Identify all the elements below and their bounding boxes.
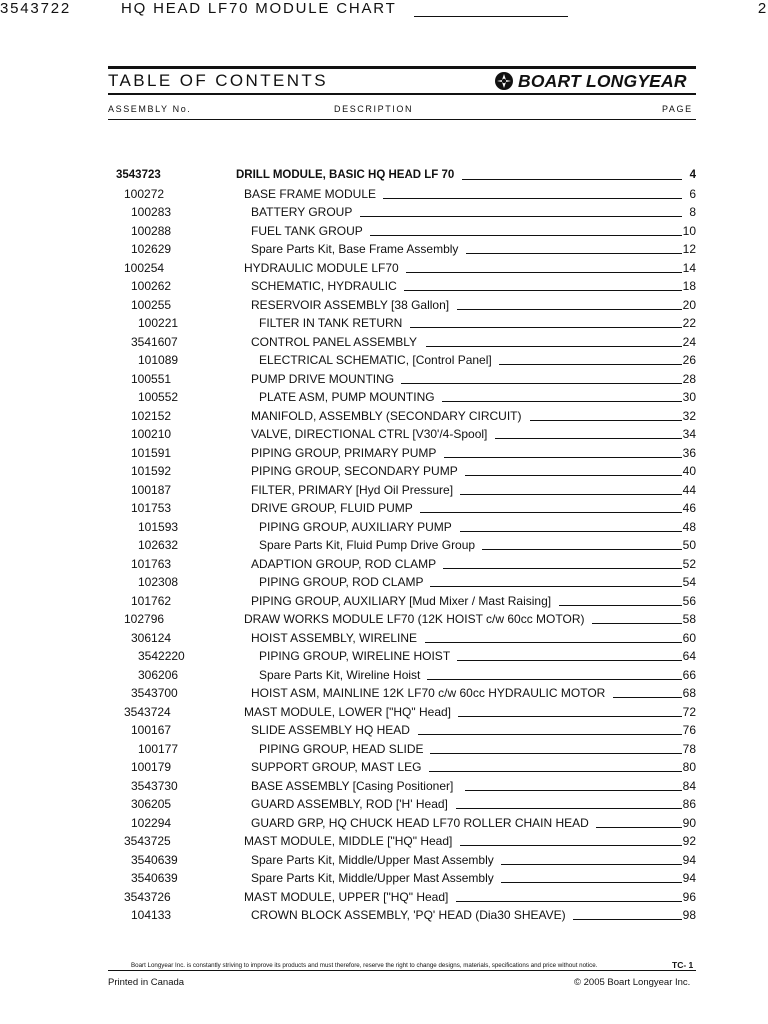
toc-entry[interactable] xyxy=(0,686,768,704)
toc-entry-page: 10 xyxy=(682,223,696,238)
toc-entry-description: PIPING GROUP, AUXILIARY PUMP xyxy=(259,519,452,534)
leader-line xyxy=(406,272,682,273)
toc-entry-assembly: 101089 xyxy=(138,353,179,367)
toc-entry[interactable] xyxy=(0,538,768,556)
toc-entry[interactable] xyxy=(0,483,768,501)
toc-entry-description: ADAPTION GROUP, ROD CLAMP xyxy=(251,556,437,571)
toc-entry-assembly: 3540639 xyxy=(131,852,178,867)
toc-entry-page: 44 xyxy=(682,482,696,497)
toc-entry-description: FILTER IN TANK RETURN xyxy=(259,316,403,330)
leader-line xyxy=(429,771,682,772)
toc-entry-description: RESERVOIR ASSEMBLY [38 Gallon] xyxy=(251,297,450,312)
toc-entry-page: 48 xyxy=(682,519,696,534)
toc-entry-assembly: 100177 xyxy=(138,741,179,756)
leader-line xyxy=(495,438,682,439)
leader-line xyxy=(383,198,682,199)
leader-line xyxy=(460,494,682,495)
toc-entry-page: 24 xyxy=(682,334,696,349)
toc-entry-page: 86 xyxy=(682,797,696,811)
leader-line xyxy=(401,383,682,384)
toc-entry-page: 12 xyxy=(682,242,696,256)
leader-line xyxy=(596,827,682,828)
toc-entry-description: DRIVE GROUP, FLUID PUMP xyxy=(251,501,413,515)
toc-entry-page: 60 xyxy=(682,630,696,645)
toc-entry[interactable] xyxy=(0,353,768,371)
toc-entry-assembly: 306205 xyxy=(131,797,172,811)
toc-entry-assembly: 102632 xyxy=(138,538,179,552)
leader-line xyxy=(458,716,682,717)
toc-entry-page: 18 xyxy=(682,279,696,293)
boart-longyear-emblem-icon xyxy=(494,71,514,91)
toc-entry[interactable] xyxy=(0,853,768,871)
page-reference: TC- 1 xyxy=(672,960,694,970)
toc-entry-description: BASE FRAME MODULE xyxy=(244,186,377,201)
leader-line xyxy=(444,457,682,458)
toc-entry-page: 46 xyxy=(682,501,696,515)
toc-entry-assembly: 100167 xyxy=(131,723,172,737)
page-title: TABLE OF CONTENTS xyxy=(108,71,328,90)
toc-entry-description: PIPING GROUP, HEAD SLIDE xyxy=(259,741,424,756)
toc-entry-description: Spare Parts Kit, Fluid Pump Drive Group xyxy=(259,538,476,552)
toc-entry-page: 58 xyxy=(682,612,696,626)
leader-line xyxy=(457,309,682,310)
toc-entry[interactable] xyxy=(0,168,768,186)
toc-entry-page: 98 xyxy=(682,908,696,922)
toc-entry-page: 28 xyxy=(682,371,696,386)
toc-entry-page: 64 xyxy=(682,649,696,663)
toc-entry[interactable] xyxy=(0,797,768,815)
toc-entry-description: CONTROL PANEL ASSEMBLY xyxy=(251,334,418,349)
leader-line xyxy=(460,531,682,532)
toc-entry-page: 56 xyxy=(682,593,696,608)
leader-line xyxy=(592,623,682,624)
leader-line xyxy=(418,734,682,735)
toc-entry-assembly: 101753 xyxy=(131,501,172,515)
toc-entry-assembly: 100210 xyxy=(131,427,172,441)
toc-entry[interactable] xyxy=(0,279,768,297)
toc-entry-description: BASE ASSEMBLY [Casing Positioner] xyxy=(251,778,454,793)
toc-entry[interactable] xyxy=(0,205,768,223)
leader-line xyxy=(420,512,682,513)
leader-line xyxy=(499,364,682,365)
toc-entry-page: 36 xyxy=(682,445,696,460)
leader-line xyxy=(414,16,568,17)
toc-entry-description: MAST MODULE, LOWER ["HQ" Head] xyxy=(244,704,452,719)
leader-line xyxy=(456,901,682,902)
toc-entry-page: 54 xyxy=(682,575,696,589)
toc-entry-description: FILTER, PRIMARY [Hyd Oil Pressure] xyxy=(251,482,454,497)
toc-entry-description: Spare Parts Kit, Middle/Upper Mast Assembly xyxy=(251,852,494,867)
toc-entry-assembly: 3543730 xyxy=(131,778,178,793)
toc-entry-assembly: 101593 xyxy=(138,519,179,534)
toc-entry-assembly: 100187 xyxy=(131,482,172,497)
toc-entry[interactable] xyxy=(0,520,768,538)
toc-entry-page: 6 xyxy=(689,186,696,201)
leader-line xyxy=(573,919,682,920)
toc-entry[interactable] xyxy=(0,816,768,834)
toc-entry-page: 72 xyxy=(682,704,696,719)
toc-entry[interactable] xyxy=(0,890,768,908)
toc-entry-description: GUARD GRP, HQ CHUCK HEAD LF70 ROLLER CHAIN HEAD xyxy=(251,815,589,830)
toc-entry-page: 96 xyxy=(682,889,696,904)
toc-entry-description: SCHEMATIC, HYDRAULIC xyxy=(251,279,397,293)
main-entry-assembly: 3543722 xyxy=(0,0,71,17)
toc-entry[interactable] xyxy=(0,372,768,390)
toc-entry-description: Spare Parts Kit, Base Frame Assembly xyxy=(251,242,459,256)
toc-entry-description: HOIST ASM, MAINLINE 12K LF70 c/w 60cc HYDRAULIC MOTOR xyxy=(251,686,606,700)
toc-entry-assembly: 100551 xyxy=(131,371,172,386)
toc-entry[interactable] xyxy=(0,224,768,242)
toc-entry-description: MAST MODULE, MIDDLE ["HQ" Head] xyxy=(244,834,453,848)
printed-in: Printed in Canada xyxy=(108,977,185,988)
toc-entry-page: 92 xyxy=(682,834,696,848)
toc-entry[interactable] xyxy=(0,575,768,593)
toc-entry-description: VALVE, DIRECTIONAL CTRL [V30'/4-Spool] xyxy=(251,427,488,441)
toc-entry-description: ELECTRICAL SCHEMATIC, [Control Panel] xyxy=(259,353,492,367)
toc-entry[interactable] xyxy=(0,501,768,519)
toc-entry-description: Spare Parts Kit, Middle/Upper Mast Assembly xyxy=(251,871,494,885)
toc-entry[interactable] xyxy=(0,316,768,334)
toc-entry[interactable] xyxy=(0,464,768,482)
leader-line xyxy=(482,549,682,550)
toc-entry-description: MANIFOLD, ASSEMBLY (SECONDARY CIRCUIT) xyxy=(251,408,522,423)
leader-line xyxy=(466,253,682,254)
toc-entry[interactable] xyxy=(0,187,768,205)
leader-line xyxy=(559,605,682,606)
toc-entry[interactable] xyxy=(0,390,768,408)
toc-entry-page: 14 xyxy=(682,260,696,275)
leader-line xyxy=(442,401,682,402)
toc-entry-assembly: 100272 xyxy=(124,186,165,201)
leader-line xyxy=(457,660,682,661)
leader-line xyxy=(370,235,682,236)
toc-entry-page: 94 xyxy=(682,852,696,867)
toc-entry[interactable] xyxy=(0,649,768,667)
toc-entry[interactable] xyxy=(0,409,768,427)
column-header-page: PAGE xyxy=(662,104,693,114)
leader-line xyxy=(430,586,682,587)
toc-entry-assembly: 102796 xyxy=(124,612,165,626)
logo-text: BOART LONGYEAR xyxy=(518,70,687,91)
toc-entry-assembly: 102152 xyxy=(131,408,172,423)
toc-entry-assembly: 100254 xyxy=(124,260,165,275)
toc-entry[interactable] xyxy=(0,871,768,889)
toc-entry[interactable] xyxy=(0,723,768,741)
leader-line xyxy=(462,179,682,180)
toc-entry-assembly: 3543700 xyxy=(131,686,178,700)
toc-entry-assembly: 101592 xyxy=(131,464,172,478)
toc-entry-assembly: 3540639 xyxy=(131,871,178,885)
toc-entry-page: 50 xyxy=(682,538,696,552)
toc-entry-assembly: 100221 xyxy=(138,316,179,330)
footer-disclaimer: Boart Longyear Inc. is constantly striving to improve its products and must therefore, reserve the right to change designs, materials, specifications and price without notice. xyxy=(131,962,598,969)
toc-entry[interactable] xyxy=(0,908,768,926)
toc-entry[interactable] xyxy=(0,668,768,686)
toc-entry-assembly: 101591 xyxy=(131,445,172,460)
leader-line xyxy=(465,475,682,476)
toc-entry-assembly: 3543723 xyxy=(116,169,161,181)
leader-line xyxy=(501,864,682,865)
leader-line xyxy=(404,290,682,291)
toc-entry[interactable] xyxy=(0,427,768,445)
toc-entry-assembly: 102629 xyxy=(131,242,172,256)
toc-entry-assembly: 100179 xyxy=(131,760,172,774)
leader-line xyxy=(460,845,682,846)
toc-entry-assembly: 100552 xyxy=(138,390,179,404)
toc-entry-page: 94 xyxy=(682,871,696,885)
toc-entry-assembly: 102294 xyxy=(131,815,172,830)
toc-entry-description: DRAW WORKS MODULE LF70 (12K HOIST c/w 60cc MOTOR) xyxy=(244,612,585,626)
toc-entry-description: PLATE ASM, PUMP MOUNTING xyxy=(259,390,435,404)
toc-entry-description: PIPING GROUP, ROD CLAMP xyxy=(259,575,424,589)
toc-entry-page: 34 xyxy=(682,427,696,441)
leader-line xyxy=(443,568,682,569)
toc-entry-description: DRILL MODULE, BASIC HQ HEAD LF 70 xyxy=(236,169,455,181)
toc-entry-assembly: 3543724 xyxy=(124,704,171,719)
toc-entry-assembly: 306124 xyxy=(131,630,172,645)
leader-line xyxy=(501,882,682,883)
column-header-rule xyxy=(108,119,696,120)
toc-entry[interactable] xyxy=(0,298,768,316)
toc-entry-description: PIPING GROUP, AUXILIARY [Mud Mixer / Mast Raising] xyxy=(251,593,552,608)
leader-line xyxy=(425,642,682,643)
toc-entry-page: 78 xyxy=(682,741,696,756)
toc-entry-description: PIPING GROUP, SECONDARY PUMP xyxy=(251,464,458,478)
toc-entry-page: 68 xyxy=(682,686,696,700)
toc-entry-page: 30 xyxy=(682,390,696,404)
toc-entry[interactable] xyxy=(0,446,768,464)
footer-rule xyxy=(108,970,696,971)
copyright: © 2005 Boart Longyear Inc. xyxy=(574,977,691,988)
toc-entry[interactable] xyxy=(0,335,768,353)
toc-entry-assembly: 306206 xyxy=(138,667,179,682)
toc-entry-assembly: 3542220 xyxy=(138,649,185,663)
leader-line xyxy=(430,753,682,754)
toc-entry-description: Spare Parts Kit, Wireline Hoist xyxy=(259,667,421,682)
toc-entry[interactable] xyxy=(0,779,768,797)
toc-entry-description: SLIDE ASSEMBLY HQ HEAD xyxy=(251,723,410,737)
toc-entry-assembly: 100288 xyxy=(131,223,172,238)
toc-entry-description: PUMP DRIVE MOUNTING xyxy=(251,371,395,386)
toc-entry-description: PIPING GROUP, PRIMARY PUMP xyxy=(251,445,437,460)
leader-line xyxy=(360,216,682,217)
toc-entry[interactable] xyxy=(0,705,768,723)
toc-entry-description: HYDRAULIC MODULE LF70 xyxy=(244,260,399,275)
company-logo xyxy=(494,68,687,94)
leader-line xyxy=(426,346,682,347)
toc-entry[interactable] xyxy=(0,742,768,760)
column-header-assembly: ASSEMBLY No. xyxy=(108,104,192,114)
toc-entry-description: GUARD ASSEMBLY, ROD ['H' Head] xyxy=(251,797,448,811)
toc-entry-page: 90 xyxy=(682,815,696,830)
toc-entry-assembly: 3543725 xyxy=(124,834,171,848)
main-entry-page: 2 xyxy=(757,0,768,17)
toc-entry-assembly: 104133 xyxy=(131,908,172,922)
leader-line xyxy=(530,420,682,421)
toc-entry-description: SUPPORT GROUP, MAST LEG xyxy=(251,760,422,774)
toc-entry-page: 80 xyxy=(682,760,696,774)
toc-entry-description: BATTERY GROUP xyxy=(251,205,353,219)
toc-entry-description: PIPING GROUP, WIRELINE HOIST xyxy=(259,649,451,663)
leader-line xyxy=(465,790,682,791)
toc-entry-page: 26 xyxy=(682,353,696,367)
toc-entry-page: 52 xyxy=(682,556,696,571)
toc-entry-page: 66 xyxy=(682,667,696,682)
toc-entry[interactable] xyxy=(0,242,768,260)
toc-entry[interactable] xyxy=(0,834,768,852)
toc-entry-page: 76 xyxy=(682,723,696,737)
toc-entry[interactable] xyxy=(0,557,768,575)
leader-line xyxy=(410,327,682,328)
toc-entry[interactable] xyxy=(0,261,768,279)
toc-entry-assembly: 100283 xyxy=(131,205,172,219)
toc-entry-page: 20 xyxy=(682,297,696,312)
toc-entry-assembly: 3543726 xyxy=(124,889,171,904)
leader-line xyxy=(427,679,682,680)
toc-entry-assembly: 100262 xyxy=(131,279,172,293)
leader-line xyxy=(613,697,682,698)
toc-entry-page: 40 xyxy=(682,464,696,478)
toc-entry[interactable] xyxy=(0,631,768,649)
toc-entry[interactable] xyxy=(0,760,768,778)
toc-entry-page: 4 xyxy=(689,169,696,181)
main-entry-description: HQ HEAD LF70 MODULE CHART xyxy=(121,0,397,17)
toc-entry-assembly: 3541607 xyxy=(131,334,178,349)
toc-entry-assembly: 102308 xyxy=(138,575,179,589)
toc-entry-assembly: 101763 xyxy=(131,556,172,571)
toc-entry-description: FUEL TANK GROUP xyxy=(251,223,363,238)
toc-entry-assembly: 100255 xyxy=(131,297,172,312)
leader-line xyxy=(456,808,682,809)
toc-entry-description: HOIST ASSEMBLY, WIRELINE xyxy=(251,630,418,645)
header-rule xyxy=(108,93,696,95)
column-header-description: DESCRIPTION xyxy=(334,104,414,114)
toc-entry[interactable] xyxy=(0,612,768,630)
toc-entry-assembly: 101762 xyxy=(131,593,172,608)
toc-entry-page: 22 xyxy=(682,316,696,330)
toc-entry-page: 32 xyxy=(682,408,696,423)
toc-entry-page: 84 xyxy=(682,778,696,793)
toc-entry-description: MAST MODULE, UPPER ["HQ" Head] xyxy=(244,889,449,904)
toc-entry-page: 8 xyxy=(689,205,696,219)
toc-entry-description: CROWN BLOCK ASSEMBLY, 'PQ' HEAD (Dia30 SHEAVE) xyxy=(251,908,566,922)
toc-entry[interactable] xyxy=(0,594,768,612)
main-entry[interactable] xyxy=(0,0,768,22)
